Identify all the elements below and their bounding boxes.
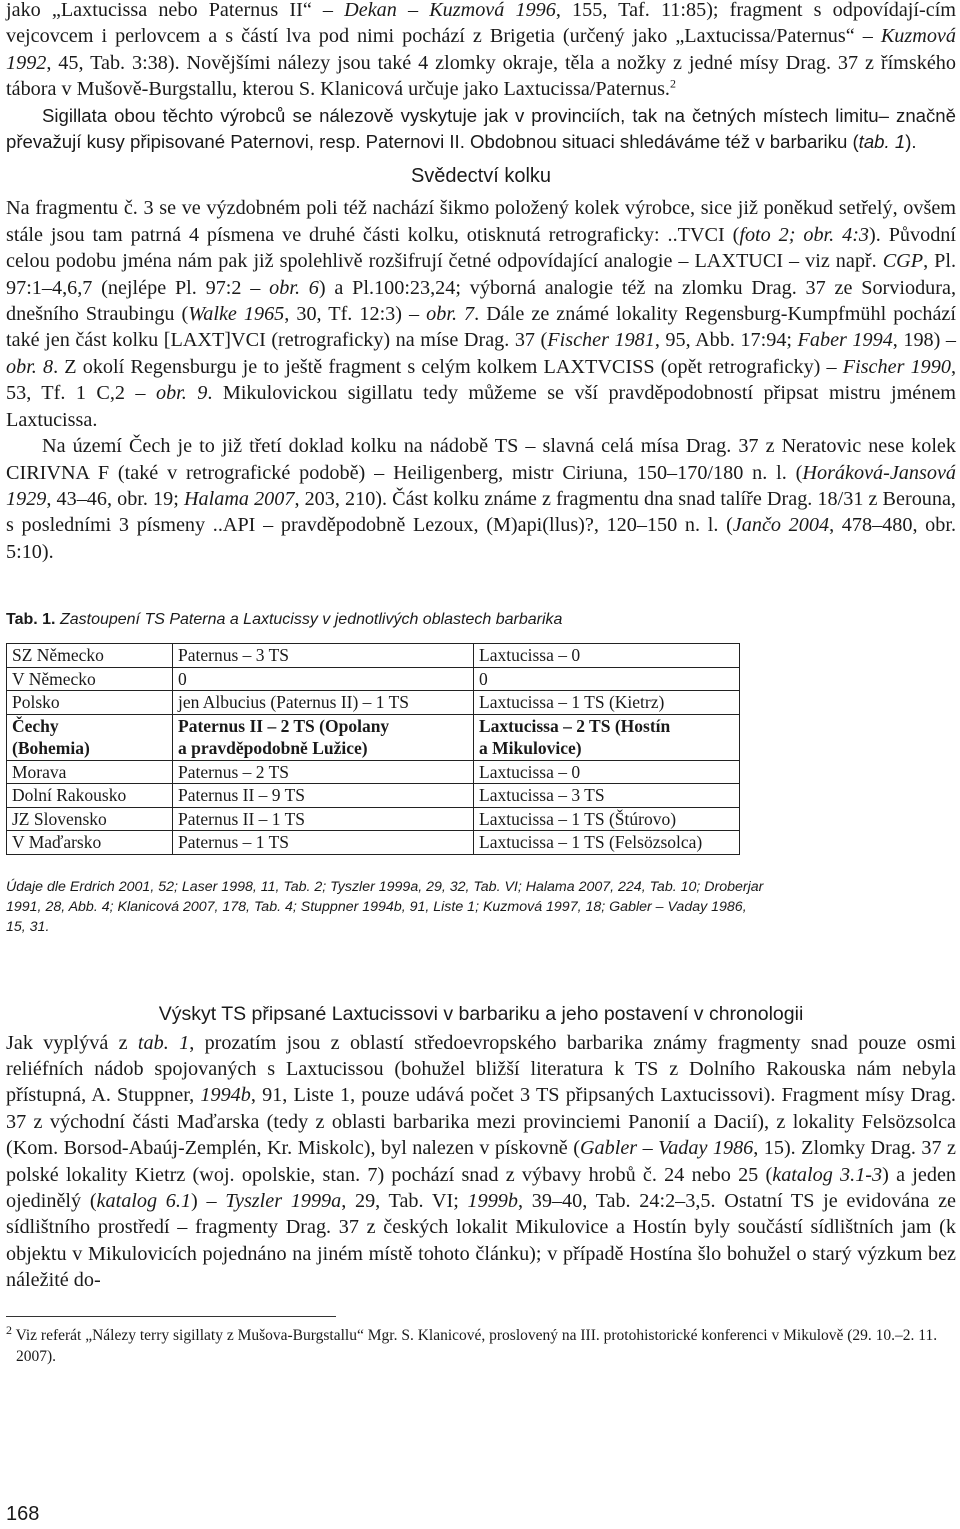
table-caption [6, 611, 956, 629]
text-run: . Mikulovickou sigillatu tedy můžeme se vší pravděpodobností připsat mistru jménem Laxtucissa. [6, 382, 957, 431]
text-run: , prozatím jsou z oblastí středoevropského barbarika známy fragmenty snad pouze osmi reliéfních nádob spojovaných s Laxtucissou (bohužel bližší literatura k TS z Dolního Rakouska nám nebyla přístupná, A. Stuppner, [6, 1031, 956, 1107]
text-run: Na fragmentu č. 3 se ve výzdobném poli též nachází šikmo položený kolek výrobce, sice již poněkud setřelý, ovšem stále jsou tam patrná 4 písmena ve druhé části kolku, otisknutá retrograficky: ..TVCI ( [6, 197, 956, 246]
text-run: ). Původní celou podobu jména nám pak již spolehlivě rozšifrují četné odpovídající analogie – LAXTUCI – viz např. [6, 223, 957, 273]
section-heading-kolek: Svědectví kolku [410, 165, 552, 188]
text-run: ) a jeden ojedinělý ( [6, 1163, 956, 1213]
page-number: 168 [6, 1503, 40, 1525]
table-row [7, 784, 740, 808]
text-run: ). [905, 131, 917, 153]
table-cell: Paternus – 1 TS [173, 831, 474, 855]
table-row [7, 667, 740, 691]
citation: tab. 1 [137, 1031, 190, 1054]
table-cell: SZ Německo [7, 644, 173, 668]
footnote-marker: 2 [669, 76, 676, 91]
table-cell: Laxtucissa – 1 TS (Felsözsolca) [474, 831, 740, 855]
footnote-rule [6, 1316, 336, 1317]
table-sources: Údaje dle Erdrich 2001, 52; Laser 1998, 11, Tab. 2; Tyszler 1999a, 29, 32, Tab. VI; Halama 2007, 224, Tab. 10; Droberjar 1991, 28, Abb. 4; Klanicová 2007, 178, Tab. 4; Stuppner 1994b, 91, Liste 1; Kuzmová 1997, 18; Gabler – Vaday 1986, 15, 31. [6, 878, 764, 935]
table-cell: Morava [7, 760, 173, 784]
table-cell: Laxtucissa – 3 TS [474, 784, 740, 808]
table-cell: Polsko [7, 691, 173, 715]
citation: Walke 1965 [188, 303, 285, 326]
table-cell: jen Albucius (Paternus II) – 1 TS [173, 691, 474, 715]
text-run: Na území Čech je to již třetí doklad kolku na nádobě TS – slavná celá mísa Drag. 37 z Neratovic nese kolek CIRIVNA F (také v retrografické podobě) – Heiligenberg, mistr Ciriuna, 150–170/180 n. l. ( [6, 435, 956, 484]
table-cell: V Německo [7, 667, 173, 691]
table-cell: 0 [474, 667, 740, 691]
text-run: ) – [191, 1190, 226, 1213]
text-run: . Dále ze známé lokality Regensburg-Kumpfmühl pochází také jen část kolku [LAXT]VCI (retrograficky) na míse Drag. 37 ( [6, 303, 956, 352]
text-run: , 91, Liste 1, pouze udává počet 3 TS připsaných Laxtucissovi). Fragment mísy Drag. 37 z východní části Maďarska (tedy z oblasti barbarika mezi provinciemi Panonií a Dacií), z lokality Felsözsolca (Kom. Borsod-Abaúj-Zemplén, Kr. Miskolc), byl nalezen v pískovně ( [6, 1084, 956, 1160]
text-run: . Z okolí Regensburgu je to ještě fragment s celým kolkem LAXTVCISS (opět retrograficky) – [53, 355, 843, 378]
table-cell: Laxtucissa – 2 TS (Hostín a Mikulovice) [474, 714, 740, 760]
citation: Halama 2007 [183, 487, 295, 510]
table-cell: Paternus – 3 TS [173, 644, 474, 668]
table-row [7, 807, 740, 831]
citation: obr. 7 [426, 303, 475, 326]
text-run: , 198) – [892, 329, 956, 352]
text-run: , 39–40, Tab. 24:2–3,5. Ostatní TS je evidována ze sídlištního prostředí – fragmenty Drag. 37 z českých lokalit Mikulovice a Hostín byly součástí sídlištních jam (k objektu v Mikulovicích pojednáno na jiném místě tohoto článku); v případě Hostína šlo bohužel o starý výzkum bez náležité do- [6, 1190, 956, 1292]
table-cell: Laxtucissa – 1 TS (Kietrz) [474, 691, 740, 715]
table-cell: Paternus II – 2 TS (Opolany a pravděpodobně Lužice) [173, 714, 474, 760]
citation: Fischer 1990 [842, 355, 951, 378]
footnote-text: Viz referát „Nálezy terry sigillaty z Mušova-Burgstallu“ Mgr. S. Klanicové, proslovený na III. protohistorické konferenci v Mikulově (29. 10.–2. 11. 2007). [12, 1326, 938, 1365]
table-row [7, 760, 740, 784]
data-table [6, 643, 740, 855]
citation: Fischer 1981 [547, 329, 655, 352]
footnote [6, 1322, 956, 1367]
table-cell: Paternus II – 9 TS [173, 784, 474, 808]
citation: Gabler – Vaday 1986 [579, 1137, 754, 1160]
paragraph-kolek [6, 195, 956, 433]
table-row [7, 644, 740, 668]
citation: katalog 3.1-3 [772, 1163, 883, 1186]
text-run: , 45, Tab. 3:38). Novějšími nálezy jsou také 4 zlomky okraje, těla a nožky z jedné mísy Drag. 37 z římského tábora v Mušově-Burgstallu, kterou S. Klanicová určuje jako Laxtucissa/Paternus. [6, 51, 956, 101]
footnote-number: 2 [6, 1322, 12, 1337]
table-cell: Paternus – 2 TS [173, 760, 474, 784]
text-run: jako „Laxtucissa nebo Paternus II“ – [6, 0, 345, 21]
text-run: , Pl. 97:1–4,6,7 (nejlépe Pl. 97:2 – [6, 250, 956, 299]
table-cell: V Maďarsko [7, 831, 173, 855]
table-cell: 0 [173, 667, 474, 691]
citation: Kuzmová 1992 [6, 25, 956, 74]
citation: obr. 9 [155, 382, 208, 405]
citation: 1994b [200, 1084, 251, 1107]
paragraph-cechy [6, 433, 956, 565]
text-run: , 29, Tab. VI; [341, 1190, 468, 1213]
table-cell: Laxtucissa – 1 TS (Štúrovo) [474, 807, 740, 831]
table-row [7, 691, 740, 715]
table-body [7, 644, 740, 855]
table-row [7, 831, 740, 855]
text-run: , 53, Tf. 1 C,2 – [6, 355, 956, 405]
citation: katalog 6.1 [96, 1190, 192, 1213]
citation: 1999b [467, 1190, 518, 1213]
text-run: , 30, Tf. 12:3) – [284, 303, 427, 326]
table-caption-label: Tab. 1. [6, 611, 56, 629]
paragraph-opening [6, 0, 956, 103]
table-cell: Čechy (Bohemia) [7, 714, 173, 760]
table-cell: Laxtucissa – 0 [474, 760, 740, 784]
citation: Jančo 2004 [732, 514, 830, 537]
citation: obr. 8 [6, 355, 54, 378]
table-cell: JZ Slovensko [7, 807, 173, 831]
text-run: Sigillata obou těchto výrobců se nálezově vyskytuje jak v provinciích, tak na četných místech limitu– značně převažují kusy připisované Paternovi, resp. Paternovi II. Obdobnou situaci shledáváme též v barbariku ( [6, 104, 956, 153]
text-run: , 95, Abb. 17:94; [654, 329, 798, 352]
citation: Horáková-Jansová 1929 [6, 461, 956, 510]
table-caption-text: Zastoupení TS Paterna a Laxtucissy v jednotlivých oblastech barbarika [55, 611, 563, 629]
paragraph-sigillata [6, 103, 956, 156]
table-row [7, 714, 740, 760]
citation: Faber 1994 [797, 329, 893, 352]
text-run: , 43–46, obr. 19; [46, 487, 184, 510]
text-run: , 15). Zlomky Drag. 37 z polské lokality Kietrz (woj. opolskie, stan. 7) pochází snad z výbavy hrobů č. 24 nebo 25 ( [6, 1137, 956, 1186]
table-cell: Dolní Rakousko [7, 784, 173, 808]
citation: obr. 6 [269, 276, 319, 299]
text-run: , 478–480, obr. 5:10). [6, 514, 957, 563]
page [6, 0, 956, 1367]
table-reference: tab. 1 [858, 131, 906, 153]
paragraph-vyskyt [6, 1030, 956, 1294]
section-heading-vyskyt: Výskyt TS připsané Laxtucissovi v barbariku a jeho postavení v chronologii [158, 1002, 804, 1025]
citation: foto 2; obr. 4:3 [739, 223, 870, 246]
table-cell: Laxtucissa – 0 [474, 644, 740, 668]
citation: Tyszler 1999a [225, 1190, 342, 1213]
text-run: , 155, Taf. 11:85); fragment s odpovídají-cím vejcovcem i perlovcem a s částí lva pod nimi pochází z Brigetia (určený jako „Laxtucissa/Paternus“ – [6, 0, 957, 48]
text-run: ) a Pl.100:23,24; výborná analogie též na zlomku Drag. 37 ze Sorviodura, dnešního Straubingu ( [6, 276, 956, 326]
citation: CGP [882, 250, 924, 273]
citation: Dekan – Kuzmová 1996 [344, 0, 556, 21]
table-cell: Paternus II – 1 TS [173, 807, 474, 831]
text-run: , 203, 210). Část kolku známe z fragmentu dna snad talíře Drag. 18/31 z Berouna, s posledními 3 písmeny ..API – pravděpodobně Lezoux, (M)api(llus)?, 120–150 n. l. ( [6, 487, 956, 537]
text-run: Jak vyplývá z [6, 1031, 138, 1054]
